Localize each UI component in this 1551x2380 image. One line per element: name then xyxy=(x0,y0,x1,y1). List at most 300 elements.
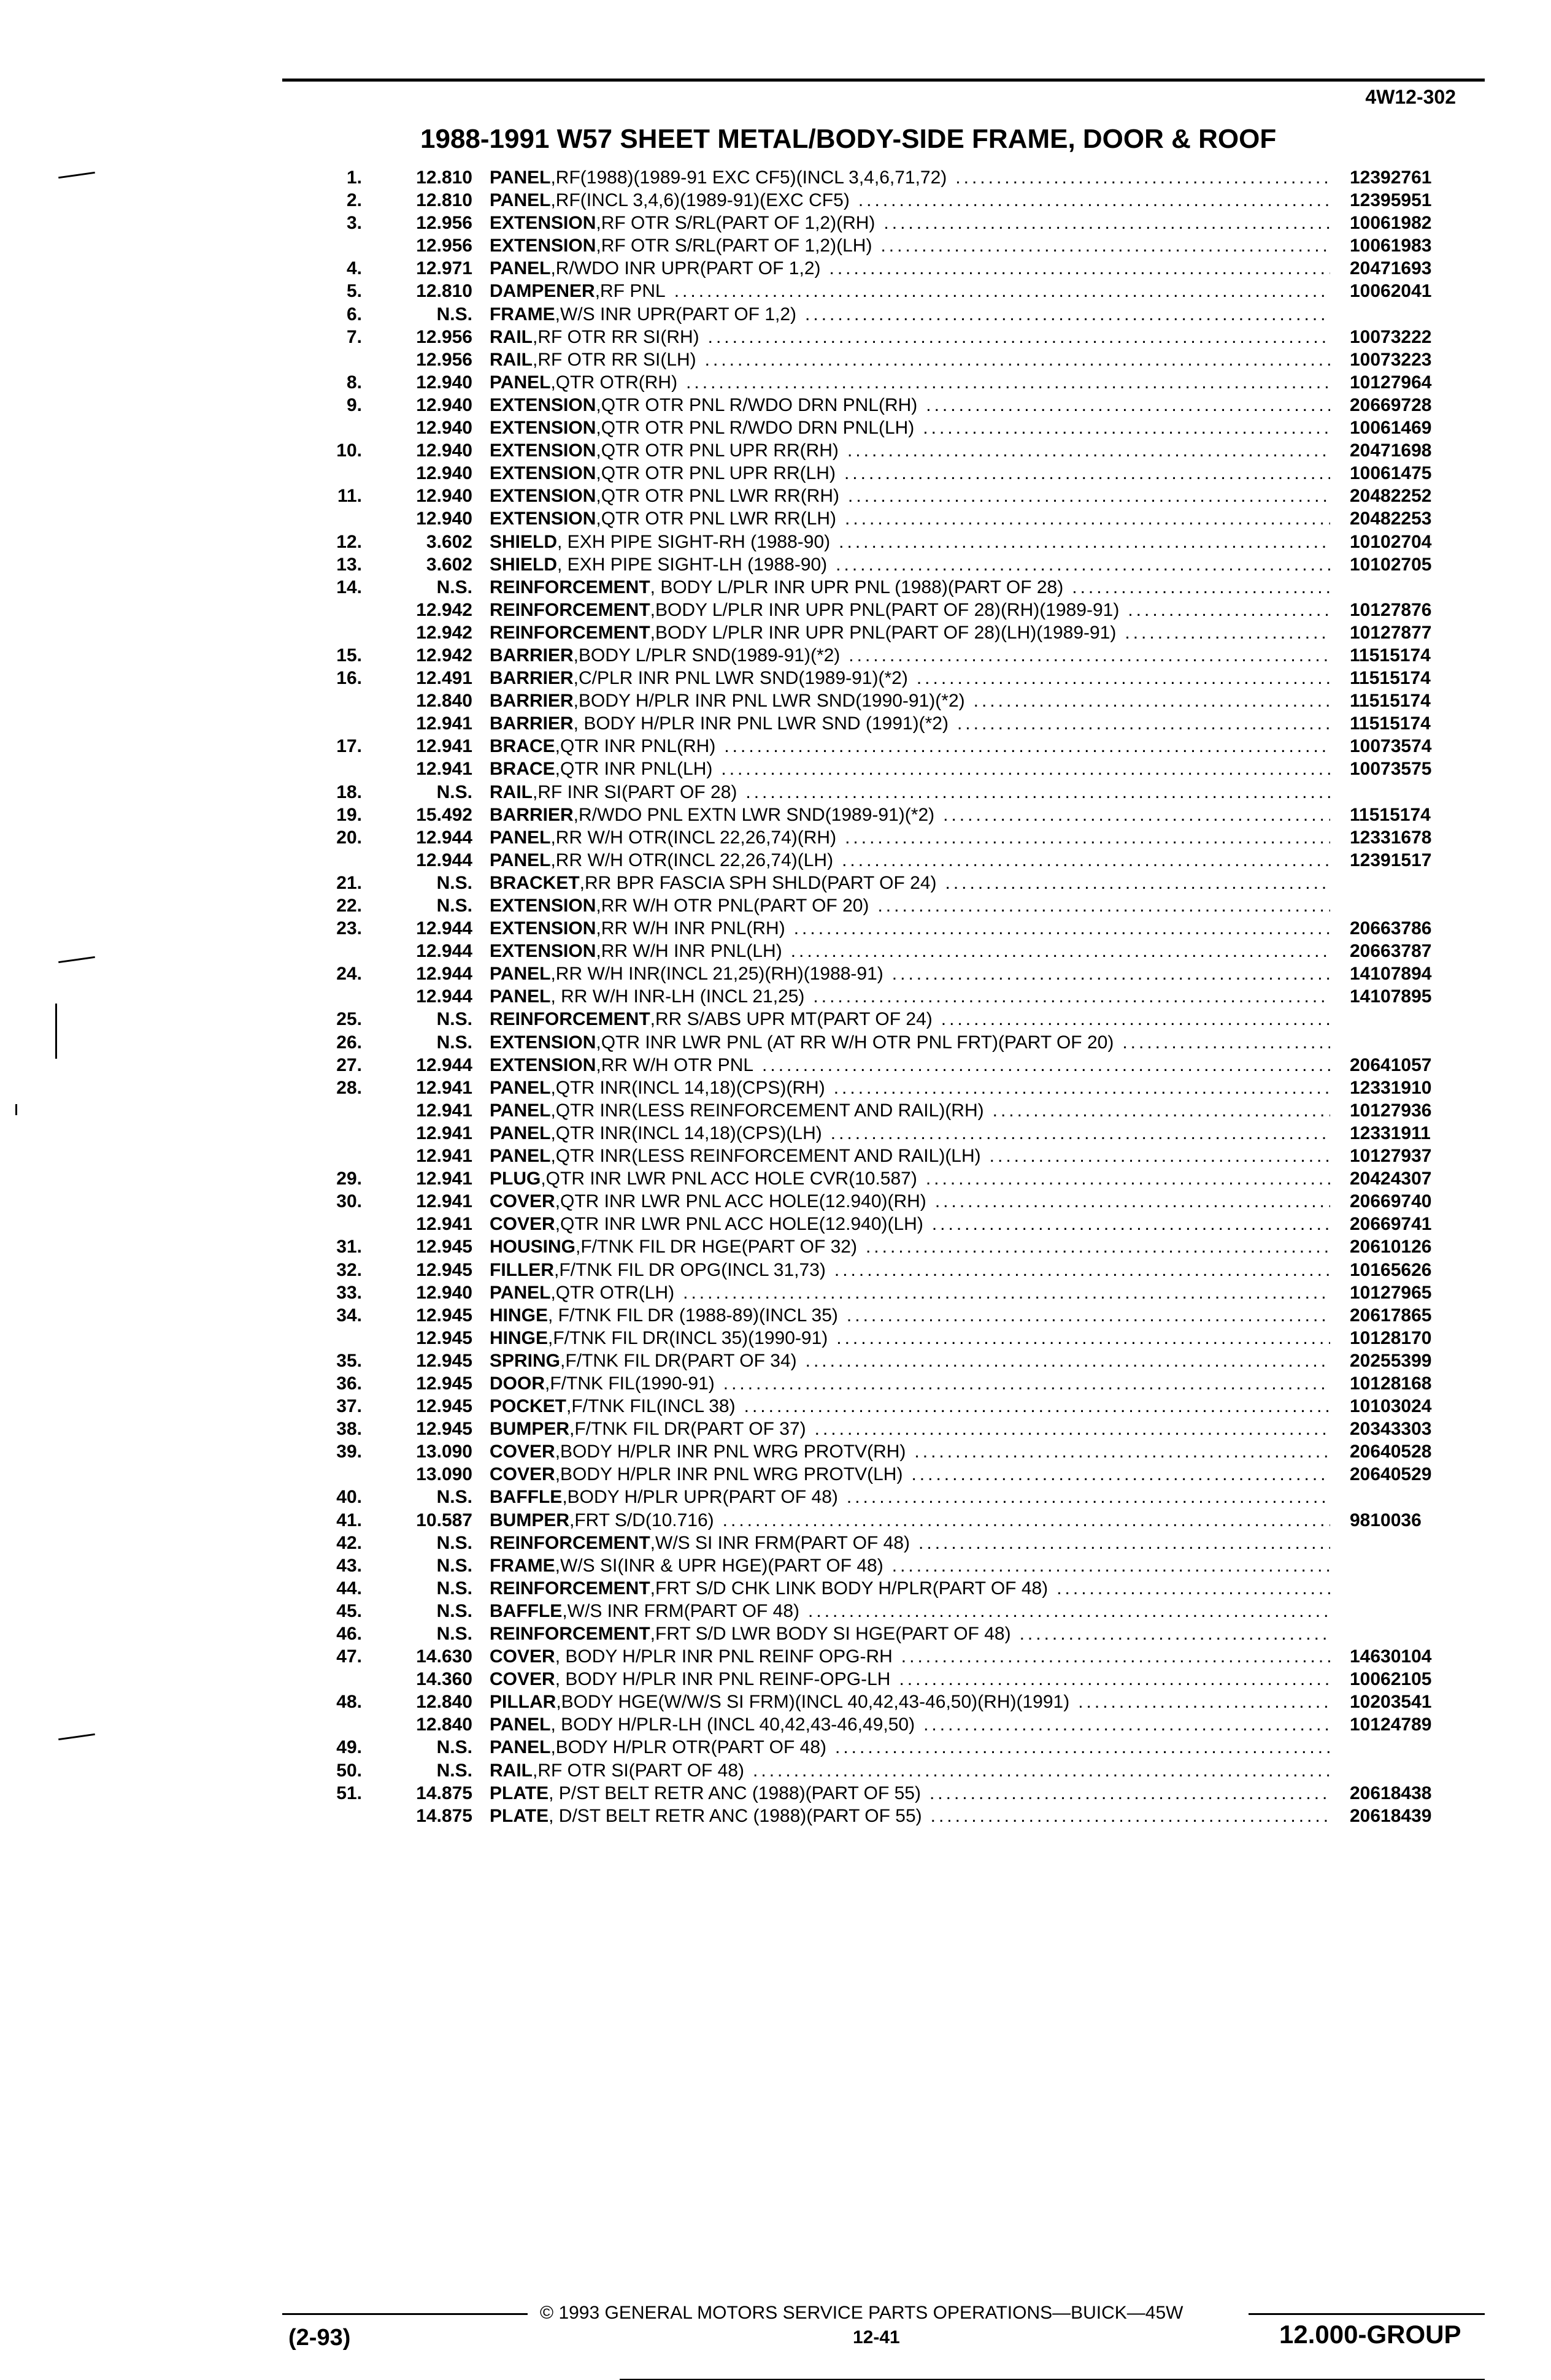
part-number: 11515174 xyxy=(1350,804,1431,825)
dot-leader xyxy=(892,1556,1330,1576)
part-description xyxy=(490,600,1330,621)
part-description xyxy=(490,1032,1330,1053)
part-ref: 47. xyxy=(336,1646,362,1667)
part-row xyxy=(0,416,1551,439)
part-ref: 44. xyxy=(336,1578,362,1599)
part-name: COVER xyxy=(490,1464,555,1485)
dot-leader xyxy=(791,941,1330,962)
part-description xyxy=(490,896,1330,916)
part-name: PANEL xyxy=(490,258,551,279)
part-number: 10061475 xyxy=(1350,463,1432,484)
part-row xyxy=(0,1759,1551,1781)
part-number: 20424307 xyxy=(1350,1169,1432,1189)
part-row xyxy=(0,484,1551,507)
dot-leader xyxy=(813,986,1330,1007)
part-description xyxy=(490,691,1330,712)
part-ref: 37. xyxy=(336,1396,362,1417)
part-spec: ,RR BPR FASCIA SPH SHLD(PART OF 24) xyxy=(579,872,937,893)
part-name: EXTENSION xyxy=(490,918,596,939)
footer-copyright: © 1993 GENERAL MOTORS SERVICE PARTS OPERATIONS—BUICK—45W xyxy=(540,2303,1183,2323)
part-description xyxy=(490,1601,1330,1622)
part-row xyxy=(0,1667,1551,1690)
part-group: 12.840 xyxy=(416,1714,472,1735)
part-group: 12.941 xyxy=(416,1146,472,1167)
part-name: PANEL xyxy=(490,1737,551,1758)
dot-leader xyxy=(724,736,1330,757)
part-number: 12331910 xyxy=(1350,1077,1432,1098)
part-number: 20663786 xyxy=(1350,918,1432,939)
part-row xyxy=(0,1781,1551,1804)
part-row xyxy=(0,1690,1551,1713)
part-number: 14107894 xyxy=(1350,964,1432,985)
dot-leader xyxy=(892,964,1330,985)
part-group: 12.945 xyxy=(416,1259,472,1280)
part-ref: 31. xyxy=(336,1237,362,1257)
part-group: N.S. xyxy=(436,304,472,324)
dot-leader xyxy=(808,1601,1330,1622)
part-row xyxy=(0,643,1551,666)
part-ref: 22. xyxy=(336,896,362,916)
part-group: 14.875 xyxy=(416,1805,472,1826)
part-row xyxy=(0,1735,1551,1758)
part-name: PLATE xyxy=(490,1805,549,1826)
part-group: 12.941 xyxy=(416,736,472,757)
part-group: 12.944 xyxy=(416,964,472,985)
part-row xyxy=(0,939,1551,962)
part-description xyxy=(490,1669,1330,1690)
part-row xyxy=(0,916,1551,939)
part-description xyxy=(490,1487,1330,1508)
part-group: 12.945 xyxy=(416,1419,472,1440)
part-description xyxy=(490,1419,1330,1440)
part-name: EXTENSION xyxy=(490,418,596,439)
part-name: RAIL xyxy=(490,349,533,370)
part-name: POCKET xyxy=(490,1396,567,1417)
part-group: 12.945 xyxy=(416,1327,472,1348)
dot-leader xyxy=(926,1169,1330,1189)
part-spec: ,RF OTR S/RL(PART OF 1,2)(LH) xyxy=(596,236,872,256)
dot-leader xyxy=(845,827,1330,848)
dot-leader xyxy=(955,167,1330,188)
part-ref: 29. xyxy=(336,1169,362,1189)
part-ref: 23. xyxy=(336,918,362,939)
part-ref: 51. xyxy=(336,1783,362,1803)
part-row xyxy=(0,1281,1551,1303)
part-ref: 17. xyxy=(336,736,362,757)
dot-leader xyxy=(1125,623,1330,643)
part-spec: ,F/TNK FIL DR(INCL 35)(1990-91) xyxy=(548,1327,828,1348)
dot-leader xyxy=(941,1009,1330,1030)
top-rule xyxy=(282,79,1485,82)
part-group: 12.944 xyxy=(416,850,472,870)
part-description xyxy=(490,1351,1330,1372)
part-name: EXTENSION xyxy=(490,896,596,916)
part-row xyxy=(0,1235,1551,1257)
part-number: 12392761 xyxy=(1350,167,1432,188)
part-spec: ,W/S INR UPR(PART OF 1,2) xyxy=(555,304,797,324)
dot-leader xyxy=(834,1078,1330,1099)
part-ref: 40. xyxy=(336,1487,362,1508)
part-number: 10073223 xyxy=(1350,349,1432,370)
part-name: SPRING xyxy=(490,1350,561,1371)
part-name: FRAME xyxy=(490,304,555,324)
part-ref: 13. xyxy=(336,554,362,575)
part-name: RAIL xyxy=(490,781,533,802)
part-ref: 24. xyxy=(336,964,362,985)
part-spec: ,QTR OTR PNL R/WDO DRN PNL(LH) xyxy=(596,418,915,439)
dot-leader xyxy=(943,805,1330,826)
part-number: 20640528 xyxy=(1350,1441,1432,1462)
part-row xyxy=(0,553,1551,575)
part-description xyxy=(490,486,1330,507)
dot-leader xyxy=(935,1191,1330,1212)
part-group: 12.956 xyxy=(416,326,472,347)
part-name: BARRIER xyxy=(490,668,574,689)
part-spec: , F/TNK FIL DR (1988-89)(INCL 35) xyxy=(548,1305,838,1326)
part-row xyxy=(0,1622,1551,1645)
part-group: 12.941 xyxy=(416,1169,472,1189)
dot-leader xyxy=(842,850,1330,871)
part-row xyxy=(0,1258,1551,1281)
dot-leader xyxy=(705,350,1330,370)
part-group: 12.941 xyxy=(416,1123,472,1143)
part-number: 10128170 xyxy=(1350,1327,1432,1348)
part-row xyxy=(0,188,1551,211)
part-group: N.S. xyxy=(436,1487,472,1508)
part-group: 14.360 xyxy=(416,1669,472,1690)
part-group: N.S. xyxy=(436,1032,472,1053)
part-group: 12.945 xyxy=(416,1396,472,1417)
dot-leader xyxy=(847,1487,1330,1508)
part-description xyxy=(490,941,1330,962)
part-group: 12.941 xyxy=(416,1100,472,1121)
dot-leader xyxy=(877,896,1330,916)
part-spec: , RR W/H INR-LH (INCL 21,25) xyxy=(550,986,805,1007)
part-row xyxy=(0,439,1551,461)
part-row xyxy=(0,234,1551,256)
part-spec: ,QTR OTR(RH) xyxy=(550,372,678,393)
dot-leader xyxy=(794,918,1330,939)
part-group: 12.840 xyxy=(416,691,472,712)
part-group: 13.090 xyxy=(416,1441,472,1462)
part-row xyxy=(0,211,1551,234)
part-name: FRAME xyxy=(490,1555,555,1576)
part-description xyxy=(490,736,1330,757)
dot-leader xyxy=(923,1714,1330,1735)
footer-rule-left xyxy=(282,2313,528,2315)
part-name: DOOR xyxy=(490,1373,545,1394)
part-description xyxy=(490,1714,1330,1735)
part-row xyxy=(0,1121,1551,1144)
part-description xyxy=(490,1260,1330,1281)
dot-leader xyxy=(993,1100,1330,1121)
dot-leader xyxy=(858,190,1330,211)
part-row xyxy=(0,1372,1551,1394)
part-group: 12.940 xyxy=(416,509,472,529)
part-description xyxy=(490,1760,1330,1781)
part-description xyxy=(490,190,1330,211)
part-name: RAIL xyxy=(490,326,533,347)
part-description xyxy=(490,327,1330,348)
part-row xyxy=(0,1167,1551,1189)
part-description xyxy=(490,1373,1330,1394)
part-spec: ,RR W/H OTR PNL xyxy=(596,1054,754,1075)
part-ref: 2. xyxy=(346,190,362,211)
part-row xyxy=(0,985,1551,1007)
part-ref: 19. xyxy=(336,804,362,825)
part-group: 13.090 xyxy=(416,1464,472,1485)
dot-leader xyxy=(931,1806,1330,1827)
part-number: 10124789 xyxy=(1350,1714,1432,1735)
part-description xyxy=(490,918,1330,939)
part-name: EXTENSION xyxy=(490,1054,596,1075)
part-number: 20610126 xyxy=(1350,1237,1432,1257)
part-spec: ,QTR INR PNL(RH) xyxy=(555,736,716,757)
dot-leader xyxy=(1020,1624,1330,1645)
part-name: BRACKET xyxy=(490,872,580,893)
part-description xyxy=(490,440,1330,461)
dot-leader xyxy=(1056,1578,1330,1599)
part-number: 20618439 xyxy=(1350,1805,1432,1826)
part-ref: 14. xyxy=(336,577,362,597)
margin-mark xyxy=(15,1104,17,1115)
part-row xyxy=(0,689,1551,712)
part-description xyxy=(490,713,1330,734)
dot-leader xyxy=(866,1237,1330,1257)
part-spec: ,RR W/H OTR PNL(PART OF 20) xyxy=(596,896,869,916)
part-ref: 46. xyxy=(336,1624,362,1644)
dot-leader xyxy=(974,691,1330,712)
part-spec: ,RR W/H OTR(INCL 22,26,74)(RH) xyxy=(550,827,837,848)
part-group: N.S. xyxy=(436,872,472,893)
part-name: PANEL xyxy=(490,986,551,1007)
part-group: 12.940 xyxy=(416,394,472,415)
part-name: FILLER xyxy=(490,1259,554,1280)
part-number: 11515174 xyxy=(1350,713,1431,734)
part-spec: ,BODY HGE(W/W/S SI FRM)(INCL 40,42,43-46,50)(RH)(1991) xyxy=(556,1692,1070,1713)
part-spec: , BODY H/PLR INR PNL REINF OPG-RH xyxy=(555,1646,893,1667)
part-name: EXTENSION xyxy=(490,486,596,507)
part-row xyxy=(0,712,1551,734)
part-row xyxy=(0,826,1551,848)
dot-leader xyxy=(753,1760,1330,1781)
part-ref: 43. xyxy=(336,1555,362,1576)
part-row xyxy=(0,1645,1551,1667)
part-row xyxy=(0,1144,1551,1167)
part-number: 20471698 xyxy=(1350,440,1432,461)
part-ref: 34. xyxy=(336,1305,362,1326)
part-name: EXTENSION xyxy=(490,1032,596,1053)
part-number: 11515174 xyxy=(1350,645,1431,666)
part-ref: 27. xyxy=(336,1054,362,1075)
part-row xyxy=(0,1599,1551,1622)
dot-leader xyxy=(831,1123,1330,1144)
part-description xyxy=(490,463,1330,484)
part-ref: 49. xyxy=(336,1737,362,1758)
part-description xyxy=(490,418,1330,439)
part-ref: 12. xyxy=(336,531,362,552)
part-description xyxy=(490,1737,1330,1758)
dot-leader xyxy=(990,1146,1330,1167)
part-spec: ,FRT S/D(10.716) xyxy=(569,1510,714,1530)
part-number: 10203541 xyxy=(1350,1692,1432,1713)
part-group: 12.945 xyxy=(416,1350,472,1371)
part-group: 12.944 xyxy=(416,941,472,962)
part-spec: ,QTR INR(INCL 14,18)(CPS)(RH) xyxy=(550,1077,825,1098)
part-number: 12391517 xyxy=(1350,850,1432,870)
part-row xyxy=(0,530,1551,553)
part-ref: 8. xyxy=(346,372,362,393)
part-number: 10062041 xyxy=(1350,281,1432,302)
part-ref: 42. xyxy=(336,1532,362,1553)
dot-leader xyxy=(723,1510,1330,1531)
part-row xyxy=(0,1804,1551,1827)
part-row xyxy=(0,348,1551,370)
dot-leader xyxy=(805,304,1330,325)
dot-leader xyxy=(880,236,1330,256)
part-name: PANEL xyxy=(490,1714,551,1735)
part-spec: ,QTR INR(LESS REINFORCEMENT AND RAIL)(RH) xyxy=(550,1100,984,1121)
part-ref: 32. xyxy=(336,1259,362,1280)
part-name: PANEL xyxy=(490,1123,551,1143)
dot-leader xyxy=(911,1464,1330,1485)
part-group: 12.944 xyxy=(416,1054,472,1075)
parts-list xyxy=(0,166,1551,1827)
part-number: 10061469 xyxy=(1350,418,1432,439)
part-ref: 35. xyxy=(336,1350,362,1371)
part-description xyxy=(490,1556,1330,1576)
page-title: 1988-1991 W57 SHEET METAL/BODY-SIDE FRAME, DOOR & ROOF xyxy=(420,124,1277,154)
part-description xyxy=(490,395,1330,416)
part-ref: 7. xyxy=(346,326,362,347)
footer-rule-right xyxy=(1249,2313,1485,2315)
part-spec: ,R/WDO PNL EXTN LWR SND(1989-91)(*2) xyxy=(573,804,935,825)
part-spec: ,FRT S/D CHK LINK BODY H/PLR(PART OF 48) xyxy=(650,1578,1049,1599)
part-spec: ,QTR INR LWR PNL ACC HOLE(12.940)(LH) xyxy=(555,1214,923,1235)
part-row xyxy=(0,894,1551,916)
part-description xyxy=(490,645,1330,666)
part-description xyxy=(490,986,1330,1007)
part-group: N.S. xyxy=(436,896,472,916)
part-spec: ,BODY L/PLR INR UPR PNL(PART OF 28)(LH)(1989-91) xyxy=(650,622,1117,643)
part-group: 3.602 xyxy=(426,531,472,552)
part-number: 10073574 xyxy=(1350,736,1432,757)
part-spec: ,F/TNK FIL(1990-91) xyxy=(545,1373,715,1394)
part-description xyxy=(490,1237,1330,1257)
part-number: 20669740 xyxy=(1350,1191,1432,1212)
part-group: 15.492 xyxy=(416,804,472,825)
part-ref: 5. xyxy=(346,281,362,302)
part-spec: , EXH PIPE SIGHT-RH (1988-90) xyxy=(557,531,831,552)
part-group: N.S. xyxy=(436,1600,472,1621)
part-spec: ,QTR INR PNL(LH) xyxy=(555,759,713,780)
part-row xyxy=(0,1326,1551,1349)
part-description xyxy=(490,577,1330,598)
part-spec: ,QTR INR LWR PNL ACC HOLE(12.940)(RH) xyxy=(555,1191,926,1212)
part-ref: 10. xyxy=(336,440,362,461)
part-spec: ,F/TNK FIL(INCL 38) xyxy=(566,1396,736,1417)
part-group: 12.941 xyxy=(416,1214,472,1235)
part-ref: 38. xyxy=(336,1419,362,1440)
part-group: N.S. xyxy=(436,1532,472,1553)
dot-leader xyxy=(683,1283,1330,1303)
part-spec: ,QTR OTR PNL LWR RR(LH) xyxy=(596,509,837,529)
part-description xyxy=(490,1169,1330,1189)
part-group: 12.942 xyxy=(416,645,472,666)
part-spec: ,RF(INCL 3,4,6)(1989-91)(EXC CF5) xyxy=(550,190,850,211)
part-group: 12.944 xyxy=(416,918,472,939)
part-group: 12.940 xyxy=(416,372,472,393)
part-description xyxy=(490,759,1330,780)
part-description xyxy=(490,1806,1330,1827)
dot-leader xyxy=(901,1646,1330,1667)
part-name: COVER xyxy=(490,1669,555,1690)
part-description xyxy=(490,1123,1330,1144)
part-ref: 4. xyxy=(346,258,362,279)
dot-leader xyxy=(845,509,1330,529)
part-row xyxy=(0,1713,1551,1735)
part-number: 10102704 xyxy=(1350,531,1432,552)
part-row xyxy=(0,734,1551,757)
part-ref: 33. xyxy=(336,1282,362,1303)
dot-leader xyxy=(844,463,1330,484)
part-name: BAFFLE xyxy=(490,1600,563,1621)
part-name: EXTENSION xyxy=(490,509,596,529)
part-spec: ,BODY H/PLR OTR(PART OF 48) xyxy=(550,1737,826,1758)
part-group: 12.956 xyxy=(416,236,472,256)
part-row xyxy=(0,962,1551,985)
part-name: PLATE xyxy=(490,1783,549,1803)
part-description xyxy=(490,236,1330,256)
part-row xyxy=(0,1485,1551,1508)
part-description xyxy=(490,850,1330,871)
part-number: 20482252 xyxy=(1350,486,1432,507)
part-row xyxy=(0,757,1551,780)
part-description xyxy=(490,1533,1330,1554)
part-ref: 50. xyxy=(336,1760,362,1781)
part-number: 10127876 xyxy=(1350,599,1432,620)
part-ref: 48. xyxy=(336,1692,362,1713)
part-row xyxy=(0,1053,1551,1076)
part-number: 10073575 xyxy=(1350,759,1432,780)
part-group: 12.945 xyxy=(416,1305,472,1326)
part-spec: , P/ST BELT RETR ANC (1988)(PART OF 55) xyxy=(548,1783,921,1803)
part-description xyxy=(490,532,1330,553)
part-number: 20471693 xyxy=(1350,258,1432,279)
part-name: RAIL xyxy=(490,1760,533,1781)
dot-leader xyxy=(847,440,1330,461)
part-spec: , D/ST BELT RETR ANC (1988)(PART OF 55) xyxy=(548,1805,922,1826)
part-group: N.S. xyxy=(436,1578,472,1599)
part-description xyxy=(490,1783,1330,1804)
dot-leader xyxy=(929,1783,1330,1804)
part-name: BUMPER xyxy=(490,1510,570,1530)
part-spec: ,R/WDO INR UPR(PART OF 1,2) xyxy=(550,258,821,279)
part-name: COVER xyxy=(490,1646,555,1667)
part-description xyxy=(490,167,1330,188)
part-row xyxy=(0,1576,1551,1599)
dot-leader xyxy=(721,759,1330,780)
part-spec: ,QTR INR LWR PNL (AT RR W/H OTR PNL FRT)(PART OF 20) xyxy=(596,1032,1114,1053)
part-row xyxy=(0,279,1551,302)
part-row xyxy=(0,461,1551,484)
dot-leader xyxy=(745,782,1330,803)
part-row xyxy=(0,256,1551,279)
part-ref: 28. xyxy=(336,1077,362,1098)
part-spec: ,BODY H/PLR INR PNL WRG PROTV(RH) xyxy=(555,1441,906,1462)
part-number: 10127937 xyxy=(1350,1146,1432,1167)
part-ref: 6. xyxy=(346,304,362,324)
